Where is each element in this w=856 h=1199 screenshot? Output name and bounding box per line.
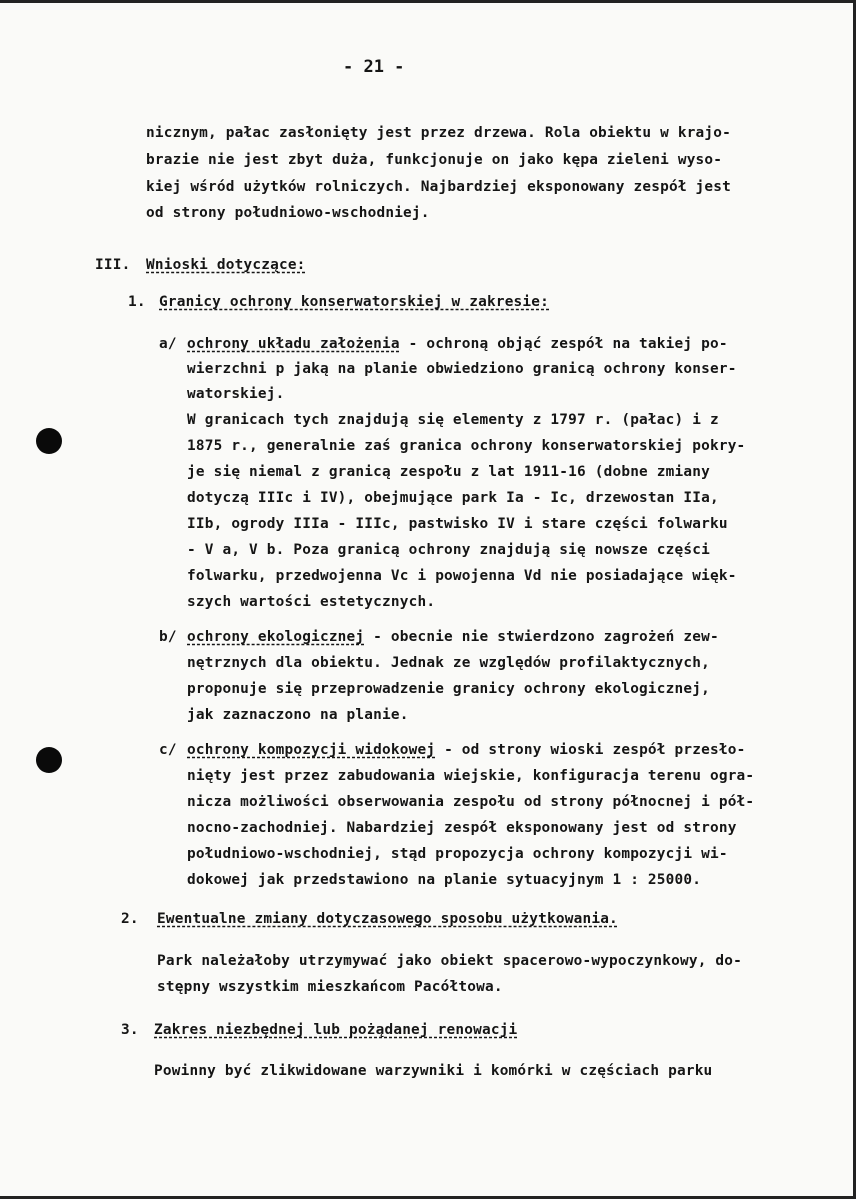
item3-line: Powinny być zlikwidowane warzywniki i komórki w częściach parku (154, 1063, 713, 1079)
item1c-heading: ochrony kompozycji widokowej (187, 742, 436, 758)
item1c-first-rest: - od strony wioski zespół przesło- (435, 742, 746, 758)
item1a-line: 1875 r., generalnie zaś granica ochrony konserwatorskiej pokry- (187, 438, 746, 454)
item1a-line: W granicach tych znajdują się elementy z 1797 r. (pałac) i z (187, 412, 719, 428)
item1a-line: watorskiej. (187, 386, 285, 402)
section3-number: III. (95, 257, 131, 273)
item1a-line: folwarku, przedwojenna Vc i powojenna Vd nie posiadające więk- (187, 568, 737, 584)
item1c-line: nocno-zachodniej. Nabardziej zespół eksponowany jest od strony (187, 820, 737, 836)
page-number: - 21 - (343, 57, 405, 77)
item1c-line: dokowej jak przedstawiono na planie sytuacyjnym 1 : 25000. (187, 872, 702, 888)
item3-title: Zakres niezbędnej lub pożądanej renowacji (154, 1022, 518, 1038)
item1a-line: je się niemal z granicą zespołu z lat 1911-16 (dobne zmiany (187, 464, 710, 480)
intro-line-2: brazie nie jest zbyt duża, funkcjonuje on jako kępa zieleni wyso- (146, 152, 723, 168)
item1b-first-rest: - obecnie nie stwierdzono zagrożeń zew- (364, 629, 719, 645)
item1-title: Granicy ochrony konserwatorskiej w zakresie: (159, 294, 550, 310)
item1c-first-line (187, 740, 745, 760)
item1a-line: IIb, ogrody IIIa - IIIc, pastwisko IV i stare części folwarku (187, 516, 728, 532)
item1b-heading: ochrony ekologicznej (187, 629, 365, 645)
intro-line-4: od strony południowo-wschodniej. (146, 205, 430, 221)
item2-line: stępny wszystkim mieszkańcom Pacółtowa. (157, 979, 503, 995)
item1a-first-line (187, 334, 728, 354)
item1a-label: a/ (159, 336, 177, 352)
item1a-line: - V a, V b. Poza granicą ochrony znajdują się nowsze części (187, 542, 710, 558)
item1b-line: nętrznych dla obiektu. Jednak ze względów profilaktycznych, (187, 655, 710, 671)
item3-number: 3. (121, 1022, 139, 1038)
item1c-line: nięty jest przez zabudowania wiejskie, konfiguracja terenu ogra- (187, 768, 755, 784)
item1b-first-line (187, 627, 719, 647)
item1c-label: c/ (159, 742, 177, 758)
section3-title: Wnioski dotyczące: (146, 257, 306, 273)
item1a-heading: ochrony układu założenia (187, 336, 400, 352)
item1b-line: proponuje się przeprowadzenie granicy ochrony ekologicznej, (187, 681, 710, 697)
intro-line-3: kiej wśród użytków rolniczych. Najbardziej eksponowany zespół jest (146, 179, 732, 195)
item1a-line: wierzchni p jaką na planie obwiedziono granicą ochrony konser- (187, 361, 737, 377)
item1c-line: południowo-wschodniej, stąd propozycja ochrony kompozycji wi- (187, 846, 728, 862)
item1b-label: b/ (159, 629, 177, 645)
item2-title: Ewentualne zmiany dotyczasowego sposobu użytkowania. (157, 911, 618, 927)
item1c-line: nicza możliwości obserwowania zespołu od strony północnej i pół- (187, 794, 755, 810)
item1-number: 1. (128, 294, 146, 310)
item2-number: 2. (121, 911, 139, 927)
item2-line: Park należałoby utrzymywać jako obiekt spacerowo-wypoczynkowy, do- (157, 953, 743, 969)
item1b-line: jak zaznaczono na planie. (187, 707, 409, 723)
item1a-first-rest: - ochroną objąć zespół na takiej po- (399, 336, 728, 352)
item1a-line: szych wartości estetycznych. (187, 594, 436, 610)
punch-hole-bottom (36, 747, 62, 773)
punch-hole-top (36, 428, 62, 454)
intro-line-1: nicznym, pałac zasłonięty jest przez drzewa. Rola obiektu w krajo- (146, 125, 732, 141)
item1a-line: dotyczą IIIc i IV), obejmujące park Ia - Ic, drzewostan IIa, (187, 490, 719, 506)
